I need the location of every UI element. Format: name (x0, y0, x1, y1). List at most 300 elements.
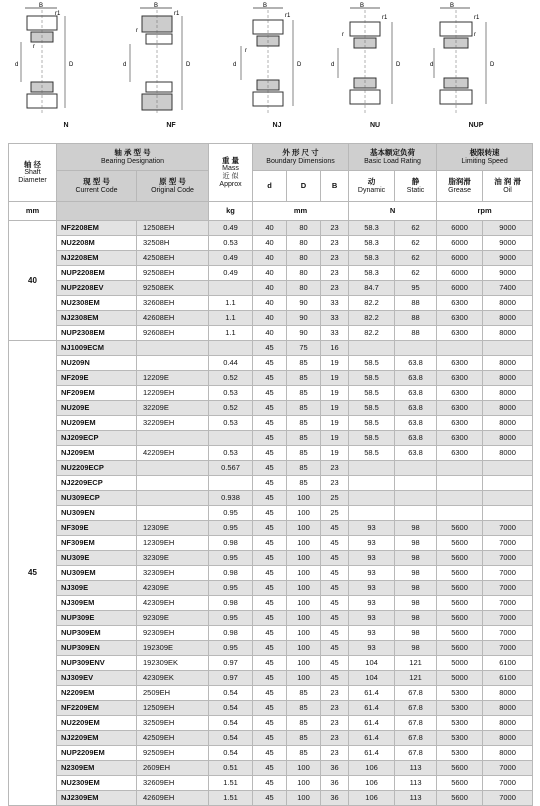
static-load-cell: 98 (395, 566, 437, 581)
bore-d-cell: 40 (253, 326, 287, 341)
width-B-cell: 23 (321, 701, 349, 716)
static-load-cell: 67.8 (395, 686, 437, 701)
table-row (9, 326, 533, 341)
outer-D-cell: 85 (287, 446, 321, 461)
header-boundary: 外 形 尺 寸 Boundary Dimensions (253, 144, 349, 171)
table-row (9, 461, 533, 476)
dynamic-load-cell: 58.5 (349, 386, 395, 401)
grease-speed-cell: 6000 (437, 251, 483, 266)
static-load-cell: 88 (395, 296, 437, 311)
static-load-cell: 98 (395, 536, 437, 551)
table-row (9, 521, 533, 536)
callout-d: d (233, 62, 237, 68)
oil-speed-cell: 7000 (483, 536, 533, 551)
static-load-cell: 113 (395, 776, 437, 791)
outer-D-cell: 90 (287, 296, 321, 311)
width-B-cell: 45 (321, 551, 349, 566)
current-code-cell: NU309ECP (57, 491, 137, 506)
oil-speed-cell: 7000 (483, 761, 533, 776)
oil-speed-cell: 7000 (483, 791, 533, 806)
callout-b: B (39, 3, 44, 9)
oil-speed-cell: 7000 (483, 566, 533, 581)
grease-speed-cell: 5600 (437, 641, 483, 656)
oil-speed-cell: 8000 (483, 401, 533, 416)
outer-D-cell: 100 (287, 761, 321, 776)
static-load-cell: 121 (395, 656, 437, 671)
mass-cell: 0.97 (209, 656, 253, 671)
mass-cell: 0.97 (209, 671, 253, 686)
original-code-cell: 12509EH (137, 701, 209, 716)
current-code-cell: NU209N (57, 356, 137, 371)
mass-cell: 0.95 (209, 521, 253, 536)
oil-speed-cell: 8000 (483, 701, 533, 716)
mass-cell: 0.95 (209, 581, 253, 596)
current-code-cell: NU209EM (57, 416, 137, 431)
table-row (9, 386, 533, 401)
table-row (9, 506, 533, 521)
bore-d-cell: 45 (253, 686, 287, 701)
original-code-cell: 92509EH (137, 746, 209, 761)
outer-D-cell: 100 (287, 791, 321, 806)
oil-speed-cell (483, 506, 533, 521)
callout-r: r (33, 44, 35, 50)
width-B-cell: 23 (321, 731, 349, 746)
table-row (9, 236, 533, 251)
original-code-cell: 42608EH (137, 311, 209, 326)
mass-cell (209, 476, 253, 491)
header-speed: 极限转速 Limiting Speed (437, 144, 533, 171)
current-code-cell: NJ309E (57, 581, 137, 596)
mass-cell: 1.51 (209, 776, 253, 791)
current-code-cell: NJ309EV (57, 671, 137, 686)
mass-cell: 0.54 (209, 716, 253, 731)
width-B-cell: 36 (321, 761, 349, 776)
dynamic-load-cell: 93 (349, 566, 395, 581)
dynamic-load-cell (349, 341, 395, 356)
width-B-cell: 23 (321, 461, 349, 476)
callout-r: r (342, 32, 344, 38)
bore-d-cell: 40 (253, 251, 287, 266)
original-code-cell: 42209EH (137, 446, 209, 461)
static-load-cell: 62 (395, 236, 437, 251)
bore-d-cell: 45 (253, 776, 287, 791)
callout-r1: r1 (382, 15, 388, 21)
mass-cell: 0.54 (209, 731, 253, 746)
callout-r1: r1 (474, 15, 480, 21)
static-load-cell: 67.8 (395, 716, 437, 731)
current-code-cell: NF2208EM (57, 221, 137, 236)
outer-D-cell: 100 (287, 671, 321, 686)
width-B-cell: 19 (321, 386, 349, 401)
grease-speed-cell: 6300 (437, 371, 483, 386)
header-B: B (321, 171, 349, 202)
static-load-cell: 63.8 (395, 446, 437, 461)
oil-speed-cell: 7000 (483, 626, 533, 641)
original-code-cell: 42309E (137, 581, 209, 596)
outer-D-cell: 85 (287, 686, 321, 701)
original-code-cell: 92508EH (137, 266, 209, 281)
outer-D-cell: 85 (287, 701, 321, 716)
outer-D-cell: 100 (287, 641, 321, 656)
dynamic-load-cell: 93 (349, 596, 395, 611)
mass-cell (209, 341, 253, 356)
outer-D-cell: 100 (287, 626, 321, 641)
outer-D-cell: 85 (287, 476, 321, 491)
callout-d: d (123, 62, 127, 68)
static-load-cell: 98 (395, 641, 437, 656)
table-row (9, 401, 533, 416)
table-row (9, 476, 533, 491)
mass-cell: 0.95 (209, 506, 253, 521)
static-load-cell: 63.8 (395, 431, 437, 446)
table-row (9, 776, 533, 791)
original-code-cell: 2609EH (137, 761, 209, 776)
outer-D-cell: 100 (287, 596, 321, 611)
current-code-cell: NU309EN (57, 506, 137, 521)
oil-speed-cell: 7000 (483, 581, 533, 596)
original-code-cell (137, 431, 209, 446)
bore-d-cell: 40 (253, 281, 287, 296)
width-B-cell: 45 (321, 671, 349, 686)
outer-D-cell: 75 (287, 341, 321, 356)
bore-d-cell: 45 (253, 641, 287, 656)
dynamic-load-cell: 58.5 (349, 356, 395, 371)
width-B-cell: 45 (321, 536, 349, 551)
oil-speed-cell: 7000 (483, 551, 533, 566)
mass-cell: 0.98 (209, 566, 253, 581)
original-code-cell: 42309EH (137, 596, 209, 611)
bearing-nu-drawing (330, 2, 430, 120)
oil-speed-cell: 8000 (483, 746, 533, 761)
mass-cell: 1.1 (209, 296, 253, 311)
oil-speed-cell: 9000 (483, 266, 533, 281)
dynamic-load-cell (349, 461, 395, 476)
static-load-cell: 98 (395, 626, 437, 641)
current-code-cell: NU309E (57, 551, 137, 566)
current-code-cell: NJ209EM (57, 446, 137, 461)
grease-speed-cell: 6300 (437, 431, 483, 446)
width-B-cell: 45 (321, 566, 349, 581)
dynamic-load-cell: 61.4 (349, 701, 395, 716)
dynamic-load-cell: 104 (349, 671, 395, 686)
oil-speed-cell: 8000 (483, 386, 533, 401)
dynamic-load-cell: 84.7 (349, 281, 395, 296)
width-B-cell: 45 (321, 626, 349, 641)
grease-speed-cell: 5300 (437, 731, 483, 746)
bearing-n-drawing (15, 2, 115, 120)
outer-D-cell: 85 (287, 386, 321, 401)
current-code-cell: N2309EM (57, 761, 137, 776)
original-code-cell: 12209E (137, 371, 209, 386)
grease-speed-cell (437, 341, 483, 356)
outer-D-cell: 85 (287, 716, 321, 731)
grease-speed-cell: 6300 (437, 356, 483, 371)
width-B-cell: 33 (321, 311, 349, 326)
original-code-cell: 12309E (137, 521, 209, 536)
table-row (9, 686, 533, 701)
original-code-cell (137, 461, 209, 476)
original-code-cell (137, 476, 209, 491)
static-load-cell (395, 341, 437, 356)
mass-cell (209, 431, 253, 446)
bore-d-cell: 45 (253, 476, 287, 491)
table-row (9, 566, 533, 581)
current-code-cell: NUP309E (57, 611, 137, 626)
outer-D-cell: 85 (287, 416, 321, 431)
oil-speed-cell (483, 476, 533, 491)
current-code-cell: NUP2208EM (57, 266, 137, 281)
table-row (9, 371, 533, 386)
diagram-n (15, 2, 115, 120)
grease-speed-cell: 6300 (437, 296, 483, 311)
current-code-cell: NUP2308EM (57, 326, 137, 341)
grease-speed-cell: 5600 (437, 761, 483, 776)
callout-d: d (430, 62, 434, 68)
grease-speed-cell: 6300 (437, 416, 483, 431)
table-row (9, 746, 533, 761)
oil-speed-cell: 8000 (483, 716, 533, 731)
callout-r1: r1 (285, 13, 291, 19)
width-B-cell: 23 (321, 251, 349, 266)
dynamic-load-cell: 93 (349, 641, 395, 656)
bore-d-cell: 45 (253, 386, 287, 401)
mass-cell: 0.52 (209, 371, 253, 386)
original-code-cell: 192309EK (137, 656, 209, 671)
outer-D-cell: 85 (287, 356, 321, 371)
width-B-cell: 45 (321, 641, 349, 656)
outer-D-cell: 100 (287, 581, 321, 596)
original-code-cell: 32509EH (137, 716, 209, 731)
outer-D-cell: 80 (287, 251, 321, 266)
static-load-cell: 98 (395, 611, 437, 626)
oil-speed-cell (483, 341, 533, 356)
outer-D-cell: 85 (287, 371, 321, 386)
table-row (9, 446, 533, 461)
oil-speed-cell: 7000 (483, 611, 533, 626)
table-body (9, 221, 533, 806)
current-code-cell: NUP309EN (57, 641, 137, 656)
original-code-cell: 12309EH (137, 536, 209, 551)
dynamic-load-cell: 58.5 (349, 431, 395, 446)
original-code-cell: 42309EK (137, 671, 209, 686)
bearing-nj-drawing (225, 2, 325, 120)
outer-D-cell: 100 (287, 506, 321, 521)
width-B-cell: 45 (321, 656, 349, 671)
grease-speed-cell: 5300 (437, 716, 483, 731)
bore-d-cell: 45 (253, 791, 287, 806)
unit-mass: kg (209, 202, 253, 221)
oil-speed-cell: 8000 (483, 416, 533, 431)
unit-speed: rpm (437, 202, 533, 221)
callout-d: d (331, 62, 335, 68)
grease-speed-cell: 6300 (437, 311, 483, 326)
original-code-cell: 42508EH (137, 251, 209, 266)
original-code-cell: 32609EH (137, 776, 209, 791)
original-code-cell: 2509EH (137, 686, 209, 701)
current-code-cell: NU2308EM (57, 296, 137, 311)
callout-D: D (297, 62, 302, 68)
width-B-cell: 23 (321, 281, 349, 296)
dynamic-load-cell: 61.4 (349, 746, 395, 761)
table-row (9, 281, 533, 296)
mass-cell: 0.98 (209, 596, 253, 611)
bore-d-cell: 45 (253, 446, 287, 461)
original-code-cell: 92309E (137, 611, 209, 626)
current-code-cell: NF2209EM (57, 701, 137, 716)
diagram-label-nf: NF (166, 122, 176, 129)
static-load-cell: 63.8 (395, 401, 437, 416)
grease-speed-cell: 6000 (437, 281, 483, 296)
current-code-cell: NF309E (57, 521, 137, 536)
outer-D-cell: 80 (287, 236, 321, 251)
oil-speed-cell: 8000 (483, 431, 533, 446)
original-code-cell: 12508EH (137, 221, 209, 236)
bore-d-cell: 45 (253, 581, 287, 596)
width-B-cell: 19 (321, 401, 349, 416)
oil-speed-cell: 8000 (483, 371, 533, 386)
bore-d-cell: 45 (253, 521, 287, 536)
static-load-cell: 67.8 (395, 746, 437, 761)
grease-speed-cell: 5000 (437, 656, 483, 671)
current-code-cell: NJ2208EM (57, 251, 137, 266)
static-load-cell (395, 506, 437, 521)
width-B-cell: 16 (321, 341, 349, 356)
static-load-cell (395, 461, 437, 476)
original-code-cell: 32608EH (137, 296, 209, 311)
oil-speed-cell: 9000 (483, 251, 533, 266)
width-B-cell: 23 (321, 686, 349, 701)
callout-b: B (263, 3, 268, 9)
current-code-cell: NU2309EM (57, 776, 137, 791)
unit-dimensions: mm (253, 202, 349, 221)
table-row (9, 251, 533, 266)
table-row (9, 266, 533, 281)
mass-cell: 0.98 (209, 536, 253, 551)
diagram-label-n: N (63, 122, 69, 129)
oil-speed-cell: 8000 (483, 326, 533, 341)
grease-speed-cell (437, 476, 483, 491)
static-load-cell: 63.8 (395, 356, 437, 371)
bore-d-cell: 45 (253, 611, 287, 626)
mass-cell: 0.53 (209, 446, 253, 461)
callout-D: D (69, 62, 74, 68)
dynamic-load-cell: 106 (349, 761, 395, 776)
oil-speed-cell: 6100 (483, 656, 533, 671)
table-row (9, 416, 533, 431)
mass-cell: 0.53 (209, 236, 253, 251)
callout-r: r (245, 48, 247, 54)
original-code-cell: 92508EK (137, 281, 209, 296)
current-code-cell: NU2209EM (57, 716, 137, 731)
table-row (9, 296, 533, 311)
grease-speed-cell: 5300 (437, 686, 483, 701)
bore-d-cell: 45 (253, 626, 287, 641)
grease-speed-cell: 5600 (437, 521, 483, 536)
dynamic-load-cell: 93 (349, 536, 395, 551)
mass-cell: 0.53 (209, 416, 253, 431)
outer-D-cell: 100 (287, 566, 321, 581)
table-row (9, 581, 533, 596)
oil-speed-cell (483, 491, 533, 506)
grease-speed-cell: 6000 (437, 221, 483, 236)
callout-D: D (490, 62, 495, 68)
outer-D-cell: 100 (287, 776, 321, 791)
original-code-cell: 32309E (137, 551, 209, 566)
original-code-cell (137, 491, 209, 506)
width-B-cell: 23 (321, 236, 349, 251)
static-load-cell: 88 (395, 311, 437, 326)
bore-d-cell: 45 (253, 506, 287, 521)
oil-speed-cell: 8000 (483, 731, 533, 746)
table-row (9, 536, 533, 551)
table-row (9, 656, 533, 671)
mass-cell: 0.51 (209, 761, 253, 776)
table-row (9, 491, 533, 506)
mass-cell: 0.95 (209, 611, 253, 626)
table-row (9, 761, 533, 776)
outer-D-cell: 100 (287, 656, 321, 671)
current-code-cell: NUP2209EM (57, 746, 137, 761)
mass-cell: 0.54 (209, 701, 253, 716)
dynamic-load-cell: 93 (349, 551, 395, 566)
bore-d-cell: 45 (253, 371, 287, 386)
dynamic-load-cell: 93 (349, 581, 395, 596)
grease-speed-cell: 6300 (437, 446, 483, 461)
callout-D: D (186, 62, 191, 68)
outer-D-cell: 85 (287, 746, 321, 761)
bore-d-cell: 45 (253, 716, 287, 731)
width-B-cell: 19 (321, 446, 349, 461)
diagram-label-nj: NJ (272, 122, 282, 129)
table-row (9, 221, 533, 236)
dynamic-load-cell: 61.4 (349, 686, 395, 701)
dynamic-load-cell: 104 (349, 656, 395, 671)
outer-D-cell: 100 (287, 551, 321, 566)
original-code-cell: 42609EH (137, 791, 209, 806)
grease-speed-cell (437, 491, 483, 506)
mass-cell: 1.51 (209, 791, 253, 806)
bore-d-cell: 45 (253, 461, 287, 476)
current-code-cell: NUP309ENV (57, 656, 137, 671)
dynamic-load-cell: 58.3 (349, 251, 395, 266)
current-code-cell: NF209E (57, 371, 137, 386)
diagram-nu (330, 2, 430, 120)
width-B-cell: 19 (321, 371, 349, 386)
bore-d-cell: 45 (253, 566, 287, 581)
bore-d-cell: 45 (253, 491, 287, 506)
grease-speed-cell: 6300 (437, 401, 483, 416)
oil-speed-cell: 8000 (483, 356, 533, 371)
bearing-spec-table (8, 143, 533, 806)
grease-speed-cell: 6300 (437, 326, 483, 341)
mass-cell: 0.49 (209, 266, 253, 281)
width-B-cell: 23 (321, 746, 349, 761)
outer-D-cell: 85 (287, 731, 321, 746)
grease-speed-cell: 5600 (437, 581, 483, 596)
bore-d-cell: 40 (253, 296, 287, 311)
static-load-cell: 98 (395, 551, 437, 566)
current-code-cell: NUP2208EV (57, 281, 137, 296)
current-code-cell: NJ2309EM (57, 791, 137, 806)
bore-d-cell: 40 (253, 311, 287, 326)
width-B-cell: 45 (321, 611, 349, 626)
outer-D-cell: 100 (287, 611, 321, 626)
bore-d-cell: 45 (253, 401, 287, 416)
mass-cell: 0.938 (209, 491, 253, 506)
width-B-cell: 23 (321, 221, 349, 236)
grease-speed-cell: 5300 (437, 746, 483, 761)
outer-D-cell: 90 (287, 311, 321, 326)
